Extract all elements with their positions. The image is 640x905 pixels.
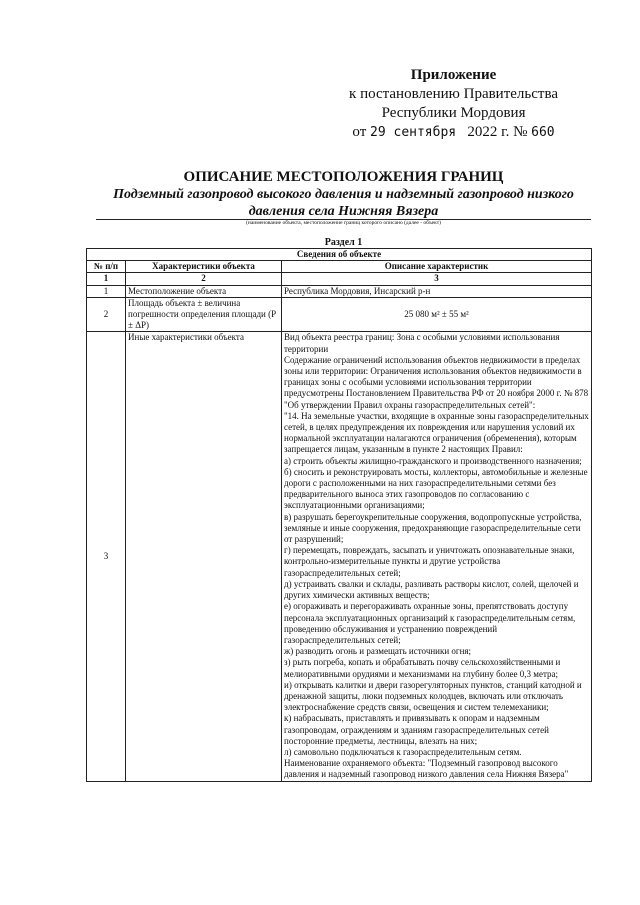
description-paragraph: а) строить объекты жилищно-гражданского и производственного назначения; bbox=[284, 455, 582, 466]
header-num: № п/п bbox=[87, 261, 126, 273]
description-paragraph: "14. На земельные участки, входящие в охранные зоны газораспределительных сетей, в целях предупреждения их повреждения или нарушения условий их нормальной эксплуатации налагаются ограничения (обременения), которым запрещается лицам, указанным в пункте 2 настоящих Правил: bbox=[284, 410, 589, 455]
column-number-2: 2 bbox=[126, 273, 282, 285]
row-characteristic: Местоположение объекта bbox=[126, 285, 282, 297]
column-number-row bbox=[87, 273, 592, 285]
row-characteristic: Иные характеристики объекта bbox=[126, 332, 282, 781]
description-paragraph: б) сносить и реконструировать мосты, коллекторы, автомобильные и железные дороги с расположенными на них газораспределительными сетями без предварительного выноса этих газопроводов по согласованию с эксплуатационными организациями; bbox=[284, 466, 588, 511]
header-description: Описание характеристик bbox=[282, 261, 592, 273]
header-characteristic: Характеристики объекта bbox=[126, 261, 282, 273]
row-description: 25 080 м² ± 55 м² bbox=[282, 297, 592, 332]
date-prefix: от bbox=[352, 124, 367, 140]
description-paragraph: л) самовольно подключаться к газораспределительным сетям. bbox=[284, 746, 522, 757]
description-paragraph: Вид объекта реестра границ: Зона с особыми условиями использования территории bbox=[284, 332, 560, 354]
table-row bbox=[87, 285, 592, 297]
appendix-title: Приложение bbox=[410, 67, 497, 83]
description-paragraph: и) открывать калитки и двери газорегуляторных пунктов, станций катодной и дренажной защиты, люки подземных колодцев, включать или отключать электроснабжение средств связи, освещения и систем телемеханики; bbox=[284, 679, 582, 713]
document-title: ОПИСАНИЕ МЕСТОПОЛОЖЕНИЯ ГРАНИЦ bbox=[183, 169, 504, 185]
table-caption: Сведения об объекте bbox=[87, 249, 592, 261]
row-characteristic: Площадь объекта ± величина погрешности определения площади (P ± ΔP) bbox=[126, 297, 282, 332]
description-paragraph: к) набрасывать, приставлять и привязывать к опорам и надземным газопроводам, ограждениям и зданиям газораспределительных сетей посторонние предметы, лестницы, влезать на них; bbox=[284, 713, 549, 746]
description-paragraph: з) рыть погреба, копать и обрабатывать почву сельскохозяйственными и мелиоративными орудиями и механизмами на глубину более 0,3 метра; bbox=[284, 657, 561, 679]
table-row bbox=[87, 297, 592, 332]
row-description bbox=[282, 332, 592, 781]
row-num: 3 bbox=[87, 332, 126, 781]
row-num: 1 bbox=[87, 285, 126, 297]
description-paragraph: д) устраивать свалки и склады, разливать растворы кислот, солей, щелочей и других химически активных веществ; bbox=[284, 578, 579, 601]
table-header-row bbox=[87, 261, 592, 273]
date-value: 29 сентября bbox=[370, 125, 457, 140]
row-num: 2 bbox=[87, 297, 126, 332]
description-paragraph: ж) разводить огонь и размещать источники огня; bbox=[284, 646, 472, 657]
appendix-line-2: Республики Мордовия bbox=[381, 105, 526, 121]
row-description: Республика Мордовия, Инсарский р-н bbox=[282, 285, 592, 297]
decree-number: 660 bbox=[531, 125, 555, 140]
column-number-1: 1 bbox=[87, 273, 126, 285]
description-paragraph: г) перемещать, повреждать, засыпать и уничтожать опознавательные знаки, контрольно-измерительные пункты и другие устройства газораспределительных сетей; bbox=[284, 545, 575, 578]
description-paragraph: Содержание ограничений использования объектов недвижимости в пределах зоны или территории: Ограничения использования объектов недвижимости в границах зоны с особыми условиями использования территории предусмотрены Постановлением Правительства РФ от 20 ноября 2000 г. № 878 "Об утверждении Правил охраны газораспределительных сетей": bbox=[284, 354, 589, 410]
section-label: Раздел 1 bbox=[324, 237, 363, 248]
description-paragraph: е) огораживать и перегораживать охранные зоны, препятствовать доступу персонала эксплуатационных организаций к газораспределительным сетям, проведению обслуживания и устранению повреждений газораспределительных сетей; bbox=[284, 601, 576, 645]
column-number-3: 3 bbox=[282, 273, 592, 285]
document-subtitle: Подземный газопровод высокого давления и надземный газопровод низкого давления села Нижняя Вязера bbox=[113, 187, 574, 219]
appendix-date-line bbox=[349, 123, 558, 142]
table-row bbox=[87, 332, 592, 781]
object-info-table bbox=[86, 248, 592, 782]
table-caption-row bbox=[87, 249, 592, 261]
year-label: 2022 г. № bbox=[467, 124, 528, 140]
description-paragraph: в) разрушать берегоукрепительные сооружения, водопропускные устройства, земляные и иные сооружения, предохраняющие газораспределительные сети от разрушений; bbox=[284, 511, 582, 545]
subtitle-note: (наименование объекта, местоположение границ которого описано (далее - объект) bbox=[246, 220, 441, 226]
description-paragraph: Наименование охраняемого объекта: "Подземный газопровод высокого давления и надземный газопровод низкого давления села Нижняя Вязера" bbox=[284, 758, 569, 780]
appendix-line-1: к постановлению Правительства bbox=[349, 86, 558, 102]
appendix-block bbox=[349, 66, 558, 142]
